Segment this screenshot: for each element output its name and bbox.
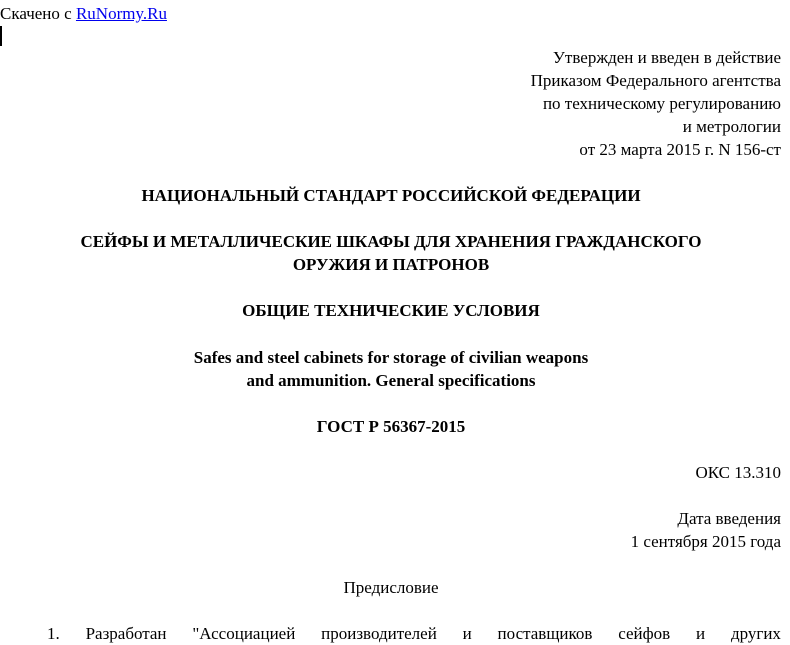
download-source-prefix: Скачено с bbox=[0, 4, 76, 23]
english-title-line: Safes and steel cabinets for storage of civilian weapons bbox=[193, 348, 589, 367]
list-item-word: и bbox=[696, 624, 706, 643]
approval-line: от 23 марта 2015 г. N 156-ст bbox=[579, 140, 781, 159]
list-item-word: "Ассоциацией bbox=[192, 624, 296, 643]
oks-code: ОКС 13.310 bbox=[695, 463, 781, 482]
english-title bbox=[0, 346, 782, 392]
list-item-word: поставщиков bbox=[497, 624, 593, 643]
list-item-word: и bbox=[462, 624, 472, 643]
approval-block bbox=[531, 46, 781, 161]
gost-code bbox=[0, 415, 782, 438]
list-item-word: производителей bbox=[321, 624, 437, 643]
runormy-link[interactable]: RuNormy.Ru bbox=[75, 4, 167, 23]
approval-line: Утвержден и введен в действие bbox=[552, 48, 781, 67]
standard-title-line: ОРУЖИЯ И ПАТРОНОВ bbox=[292, 255, 490, 274]
standard-subtitle bbox=[0, 299, 782, 322]
list-item-word: сейфов bbox=[618, 624, 671, 643]
list-item-word: Разработан bbox=[85, 624, 167, 643]
standard-title-line: СЕЙФЫ И МЕТАЛЛИЧЕСКИЕ ШКАФЫ ДЛЯ ХРАНЕНИЯ ГРАЖДАНСКОГО bbox=[80, 232, 702, 251]
standard-title bbox=[0, 230, 782, 276]
english-title-line: and ammunition. General specifications bbox=[246, 371, 536, 390]
introduction-date-value: 1 сентября 2015 года bbox=[630, 532, 781, 551]
approval-line: и метрологии bbox=[682, 117, 781, 136]
download-source-line bbox=[0, 2, 167, 25]
introduction-date-label: Дата введения bbox=[677, 509, 781, 528]
list-item-word: других bbox=[730, 624, 781, 643]
national-standard-title-text: НАЦИОНАЛЬНЫЙ СТАНДАРТ РОССИЙСКОЙ ФЕДЕРАЦИИ bbox=[141, 186, 641, 205]
approval-line: Приказом Федерального агентства bbox=[530, 71, 781, 90]
text-cursor bbox=[0, 26, 2, 46]
preface-item-1 bbox=[47, 622, 781, 645]
preface-heading: Предисловие bbox=[343, 578, 439, 597]
gost-code-text: ГОСТ Р 56367-2015 bbox=[316, 417, 466, 436]
introduction-date-block bbox=[631, 507, 781, 553]
standard-subtitle-text: ОБЩИЕ ТЕХНИЧЕСКИЕ УСЛОВИЯ bbox=[242, 301, 540, 320]
national-standard-title bbox=[0, 184, 782, 207]
approval-line: по техническому регулированию bbox=[542, 94, 781, 113]
list-item-word: 1. bbox=[47, 624, 60, 643]
